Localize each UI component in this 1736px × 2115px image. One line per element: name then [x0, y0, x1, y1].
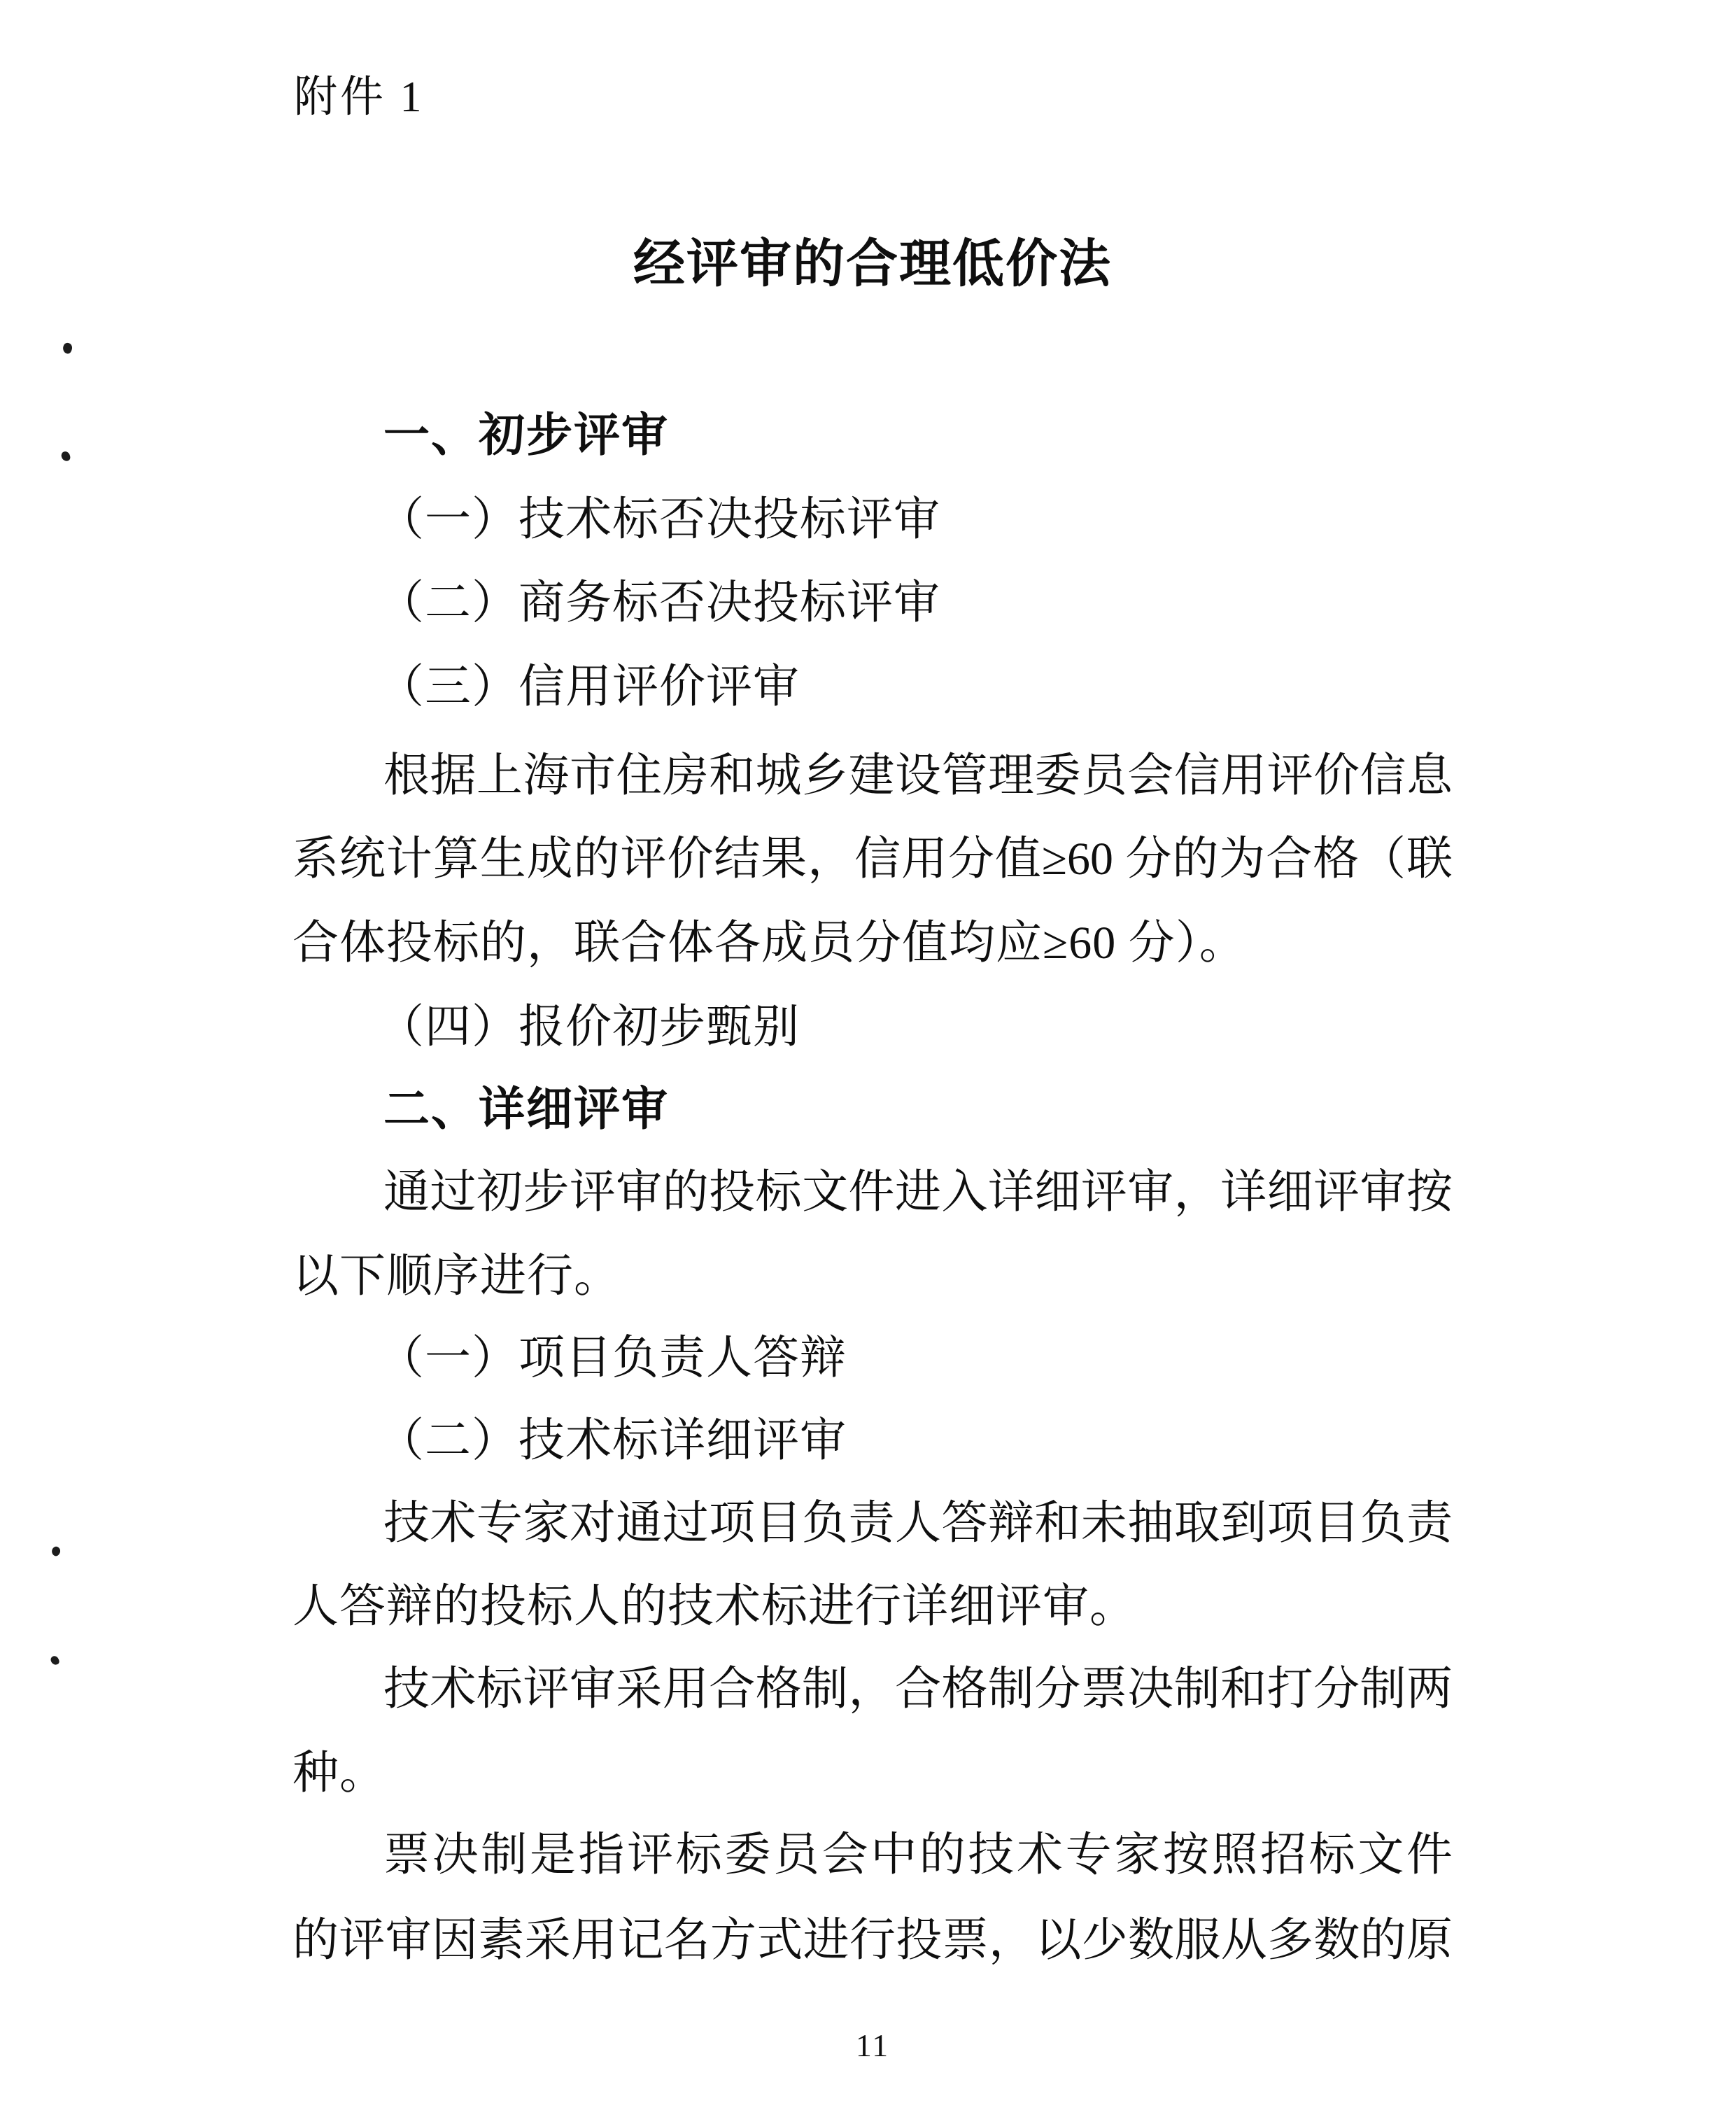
- item-credit-evaluation-review: （三）信用评价评审: [378, 661, 800, 712]
- item-technical-bid-detailed-review: （二）技术标详细评审: [378, 1415, 847, 1466]
- paragraph-credit-evaluation-line-1: 根据上海市住房和城乡建设管理委员会信用评价信息: [383, 750, 1453, 801]
- item-initial-price-screening: （四）报价初步甄别: [378, 1002, 800, 1053]
- item-technical-bid-veto-review: （一）技术标否决投标评审: [378, 494, 940, 545]
- scan-speck: [50, 1545, 62, 1558]
- paragraph-technical-experts-line-2: 人答辩的投标人的技术标进行详细评审。: [292, 1581, 1136, 1632]
- paragraph-pass-fail-system-line-2: 种。: [292, 1748, 386, 1799]
- scan-speck: [50, 1654, 60, 1666]
- scan-speck: [62, 342, 73, 355]
- paragraph-credit-evaluation-line-2: 系统计算生成的评价结果，信用分值≥60 分的为合格（联: [292, 834, 1453, 885]
- paragraph-technical-experts-line-1: 技术专家对通过项目负责人答辩和未抽取到项目负责: [383, 1498, 1453, 1549]
- section-heading-detailed-review: 二、详细评审: [383, 1084, 669, 1135]
- paragraph-voting-system-line-2: 的评审因素采用记名方式进行投票，以少数服从多数的原: [292, 1915, 1453, 1966]
- page-number: 11: [855, 2028, 890, 2063]
- section-heading-preliminary-review: 一、初步评审: [383, 410, 669, 461]
- paragraph-detailed-review-line-1: 通过初步评审的投标文件进入详细评审，详细评审按: [383, 1167, 1453, 1218]
- scan-speck: [60, 451, 71, 463]
- paragraph-detailed-review-line-2: 以下顺序进行。: [292, 1251, 621, 1302]
- item-commercial-bid-veto-review: （二）商务标否决投标评审: [378, 577, 940, 628]
- paragraph-pass-fail-system-line-1: 技术标评审采用合格制，合格制分票决制和打分制两: [383, 1664, 1453, 1715]
- document-title: 经评审的合理低价法: [633, 236, 1112, 293]
- paragraph-credit-evaluation-line-3: 合体投标的，联合体各成员分值均应≥60 分）。: [292, 918, 1246, 969]
- item-project-leader-defense: （一）项目负责人答辩: [378, 1333, 847, 1384]
- attachment-label: 附件 1: [294, 73, 425, 121]
- paragraph-voting-system-line-1: 票决制是指评标委员会中的技术专家按照招标文件: [383, 1829, 1453, 1881]
